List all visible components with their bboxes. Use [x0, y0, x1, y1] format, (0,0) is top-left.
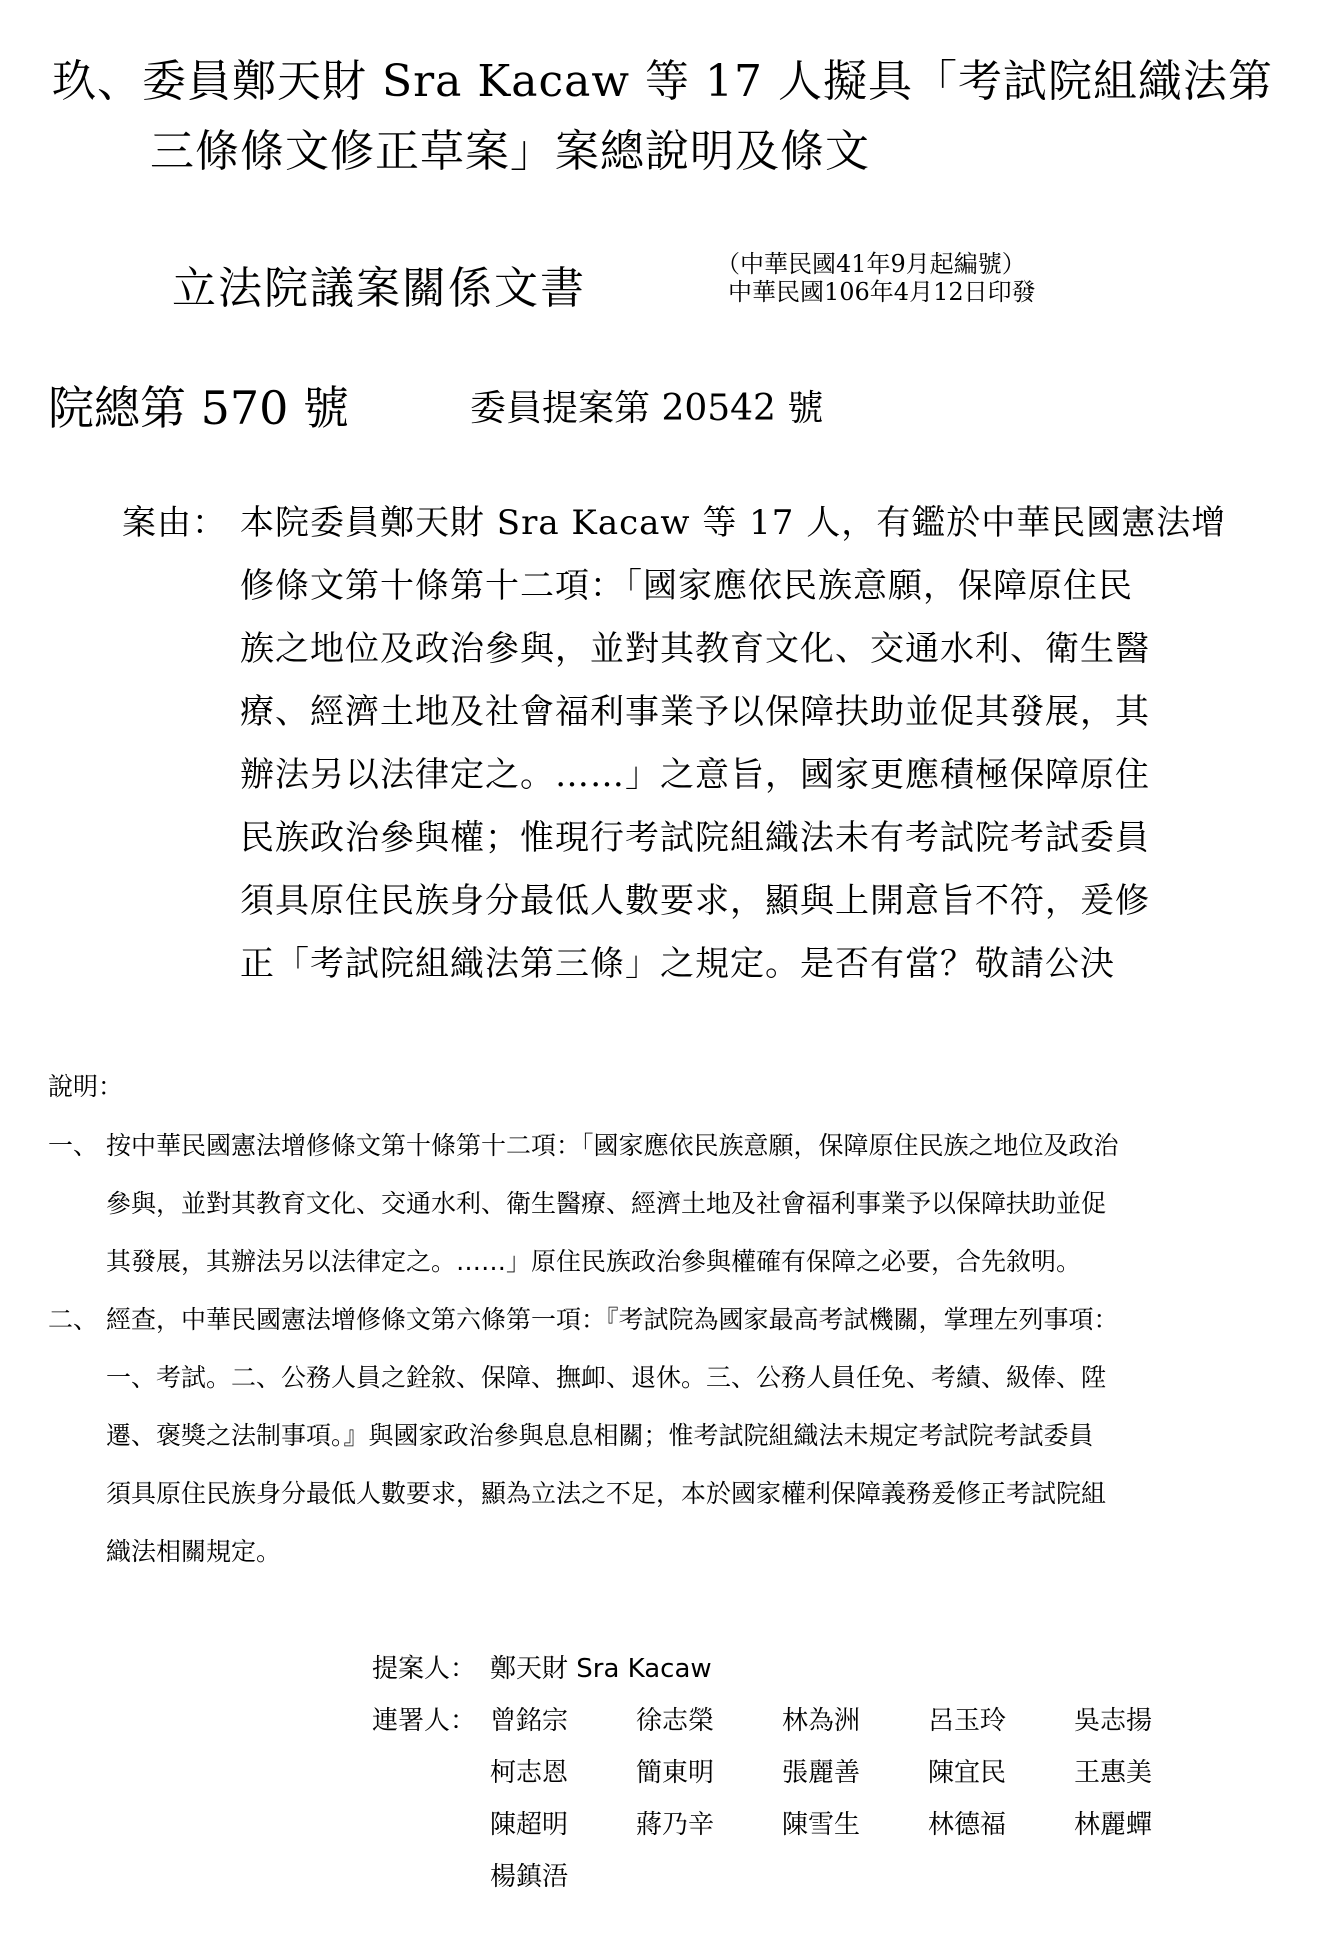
explanation-line: 織法相關規定。 — [106, 1537, 282, 1566]
item-2-marker: 二、 — [48, 1305, 99, 1334]
cosigner-name: 呂玉玲 — [928, 1706, 1007, 1736]
explanation-line: 須具原住民族身分最低人數要求，顯為立法之不足，本於國家權利保障義務爰修正考試院組 — [106, 1479, 1107, 1508]
cosigner-name: 曾銘宗 — [490, 1706, 569, 1736]
cosigner-label: 連署人： — [372, 1706, 477, 1736]
numbering-note: （中華民國41年9月起編號） — [716, 250, 1026, 278]
case-line: 正「考試院組織法第三條」之規定。是否有當？敬請公決 — [240, 944, 1115, 984]
case-line: 須具原住民族身分最低人數要求，顯與上開意旨不符，爰修 — [240, 881, 1150, 921]
explanation-line: 參與，並對其教育文化、交通水利、衛生醫療、經濟土地及社會福利事業予以保障扶助並促 — [106, 1189, 1107, 1218]
cosigner-grid — [490, 1700, 1210, 1920]
explanation-item-1 — [106, 1117, 1119, 1291]
cosigner-name: 蔣乃辛 — [636, 1810, 715, 1840]
explanation-item-2 — [106, 1291, 1119, 1581]
proposer-name: 鄭天財 Sra Kacaw — [490, 1654, 712, 1684]
general-number: 院總第 570 號 — [48, 381, 350, 435]
explanation-line: 按中華民國憲法增修條文第十條第十二項：「國家應依民族意願，保障原住民族之地位及政治 — [106, 1131, 1119, 1160]
case-line: 療、經濟土地及社會福利事業予以保障扶助並促其發展，其 — [240, 692, 1150, 732]
cosigner-name: 王惠美 — [1074, 1758, 1153, 1788]
case-line: 民族政治參與權；惟現行考試院組織法未有考試院考試委員 — [240, 818, 1150, 858]
cosigner-name: 張麗善 — [782, 1758, 861, 1788]
case-line: 修條文第十條第十二項：「國家應依民族意願，保障原住民 — [240, 566, 1133, 606]
cosigner-name: 楊鎮浯 — [490, 1862, 569, 1892]
cosigner-name: 簡東明 — [636, 1758, 715, 1788]
case-line: 辦法另以法律定之。……」之意旨，國家更應積極保障原住 — [240, 755, 1150, 795]
explanation-line: 一、考試。二、公務人員之銓敘、保障、撫卹、退休。三、公務人員任免、考績、級俸、陞 — [106, 1363, 1107, 1392]
item-1-marker: 一、 — [48, 1131, 99, 1160]
case-line: 本院委員鄭天財 Sra Kacaw 等 17 人，有鑑於中華民國憲法增 — [240, 503, 1227, 543]
cosigner-name: 陳宜民 — [928, 1758, 1007, 1788]
cosigner-name: 陳雪生 — [782, 1810, 861, 1840]
proposal-number: 委員提案第 20542 號 — [470, 388, 824, 429]
explanation-line: 經查，中華民國憲法增修條文第六條第一項：『考試院為國家最高考試機關，掌理左列事項： — [106, 1305, 1119, 1334]
case-body — [240, 492, 1226, 996]
cosigner-name: 林麗蟬 — [1074, 1810, 1153, 1840]
heading-line-2: 三條條文修正草案」案總說明及條文 — [150, 126, 870, 177]
cosigner-name: 吳志揚 — [1074, 1706, 1153, 1736]
case-label: 案由： — [122, 503, 227, 543]
explanation-line: 其發展，其辦法另以法律定之。……」原住民族政治參與權確有保障之必要，合先敘明。 — [106, 1247, 1082, 1276]
proposer-label: 提案人： — [372, 1654, 477, 1684]
cosigner-name: 林為洲 — [782, 1706, 861, 1736]
document-title: 立法院議案關係文書 — [172, 263, 586, 314]
explanation-label: 說明： — [48, 1072, 124, 1101]
cosigner-name: 柯志恩 — [490, 1758, 569, 1788]
print-date: 中華民國106年4月12日印發 — [728, 278, 1036, 306]
explanation-line: 遷、褒獎之法制事項。』與國家政治參與息息相關；惟考試院組織法未規定考試院考試委員 — [106, 1421, 1094, 1450]
heading-line-1: 玖、委員鄭天財 Sra Kacaw 等 17 人擬具「考試院組織法第 — [52, 56, 1273, 107]
cosigner-name: 徐志榮 — [636, 1706, 715, 1736]
case-line: 族之地位及政治參與，並對其教育文化、交通水利、衛生醫 — [240, 629, 1150, 669]
cosigner-name: 陳超明 — [490, 1810, 569, 1840]
cosigner-name: 林德福 — [928, 1810, 1007, 1840]
